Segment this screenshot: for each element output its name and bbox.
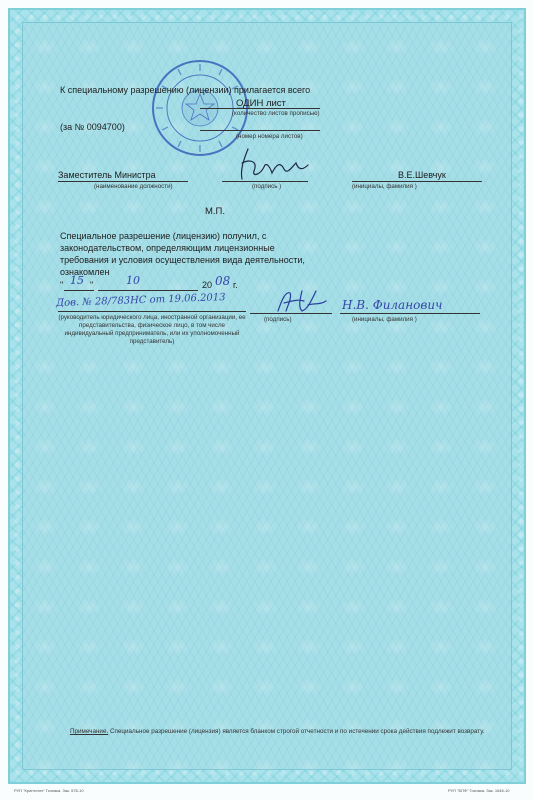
attachment-intro: К специальному разрешению (лицензии) прилагается всего [60, 85, 311, 95]
acknowledgement-text: Специальное разрешение (лицензию) получил, с законодательством, определяющим лицензионные требования и условия осуществления вида деятельности, ознакомлен [60, 231, 305, 277]
date-suffix: г. [233, 280, 238, 290]
date-quote-close: " [90, 280, 94, 290]
signatory-position: Заместитель Министра [58, 170, 156, 180]
handwritten-basis: Дов. № 28/783НС от 19.06.2013 [55, 292, 226, 309]
date-line [60, 280, 63, 290]
recipient-signature-underline [250, 313, 332, 314]
position-caption: (наименование должности) [94, 183, 173, 190]
stamp-place: М.П. [205, 206, 226, 217]
date-day: 15 [70, 274, 84, 287]
recipient-name-underline [340, 313, 480, 314]
signature-caption: (подпись ) [252, 183, 282, 190]
name-caption: (инициалы, фамилия ) [352, 183, 417, 190]
sheet-numbers-underline [200, 130, 320, 131]
position-underline [58, 181, 188, 182]
date-year-prefix: 20 [202, 280, 213, 290]
signatory-name: В.Е.Шевчук [398, 170, 446, 180]
date-year-suffix: 08 [215, 274, 231, 288]
sheets-count-underline [200, 108, 320, 109]
sheet-numbers-caption: (номер номера листов) [236, 133, 303, 140]
date-month: 10 [126, 274, 140, 287]
sheets-count: ОДИН лист [236, 98, 286, 109]
recipient-signature-caption: (подпись) [264, 316, 292, 323]
footer-note [70, 728, 490, 736]
signatory-signature [232, 145, 322, 185]
sheets-count-caption: (количество листов прописью) [232, 110, 320, 117]
handwritten-name: Н.В. Филанович [342, 298, 443, 312]
recipient-name-caption: (инициалы, фамилия ) [352, 316, 417, 323]
footer-note-label: Примечание. [70, 728, 109, 735]
name-underline [352, 181, 482, 182]
license-number: (за № 0094700) [60, 122, 125, 132]
recipient-caption: (руководитель юридического лица, иностранной организации, ее представительства, физическое лицо, в том числе индивидуальный предприниматель, или их уполномоченный представитель) [58, 314, 246, 345]
date-quote-open: " [60, 280, 64, 290]
date-day-underline [64, 290, 94, 291]
signature-underline [222, 181, 308, 182]
footer-note-text: Специальное разрешение (лицензия) является бланком строгой отчетности и по истечении срока действия подлежит возврату. [109, 728, 485, 735]
print-info-right: РУП "БПФ" Гознака. Зак. 1646-10 [448, 788, 510, 793]
print-info-left: РУП "Криптотех" Гознака. Зак. 578-10 [14, 788, 84, 793]
recipient-underline [58, 311, 246, 312]
date-month-underline [98, 290, 198, 291]
